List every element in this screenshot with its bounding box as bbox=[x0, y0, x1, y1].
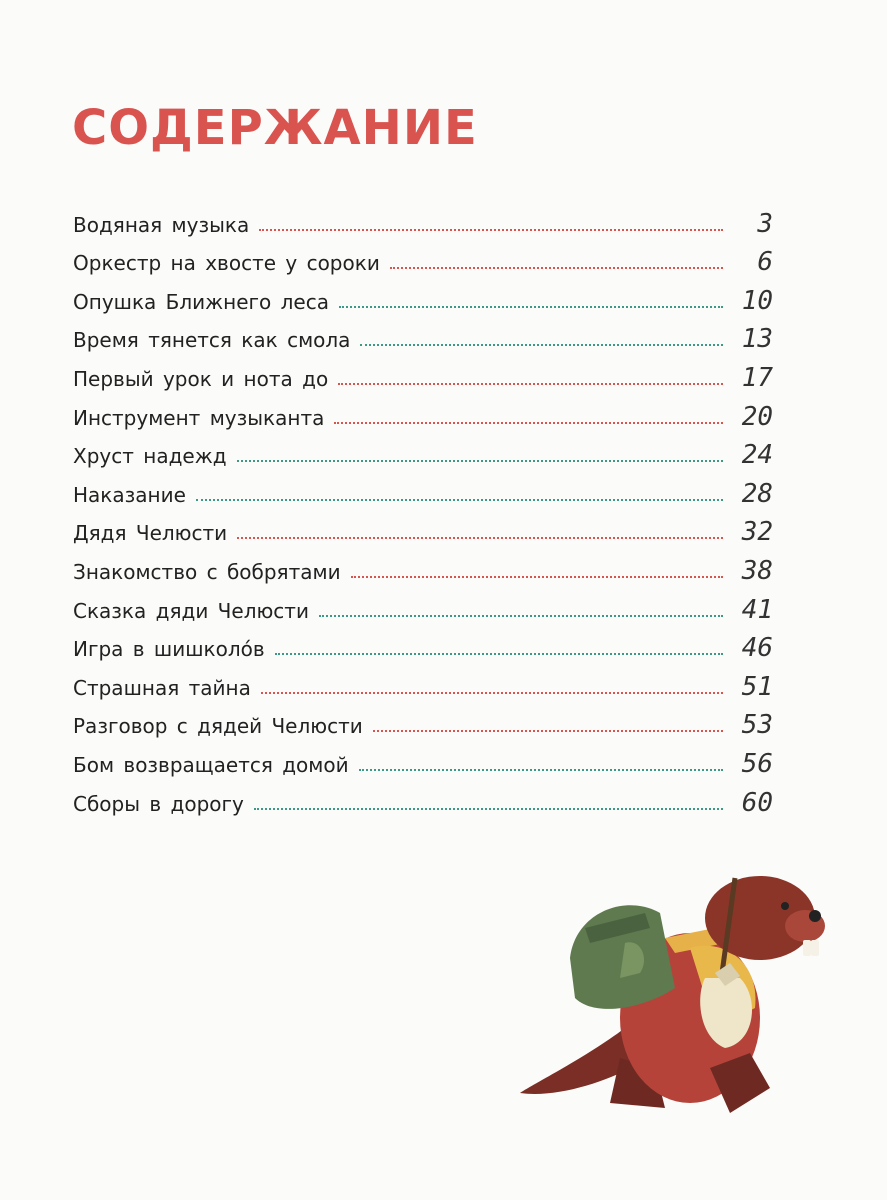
toc-entry bbox=[73, 277, 773, 316]
toc-entry-title: Водяная музыка bbox=[73, 212, 250, 237]
toc-entry-title: Страшная тайна bbox=[73, 675, 251, 700]
toc-entry bbox=[73, 316, 773, 355]
toc-entry bbox=[73, 702, 773, 741]
toc-entry-title: Сказка дяди Челюсти bbox=[73, 598, 309, 623]
toc-dot-leader bbox=[261, 692, 723, 694]
toc-entry-page-number: 38 bbox=[741, 555, 773, 586]
toc-entry-page-number: 20 bbox=[741, 401, 773, 432]
toc-entry-page-number: 41 bbox=[741, 594, 773, 625]
toc-entry bbox=[73, 200, 773, 239]
toc-entry-page-number: 3 bbox=[757, 208, 773, 239]
toc-dot-leader bbox=[254, 808, 723, 810]
toc-entry bbox=[73, 586, 773, 625]
toc-entry-page-number: 10 bbox=[741, 285, 773, 316]
toc-entry-page-number: 24 bbox=[741, 440, 773, 471]
toc-entry-page-number: 51 bbox=[741, 671, 773, 702]
toc-dot-leader bbox=[334, 422, 723, 424]
toc-entry bbox=[73, 354, 773, 393]
toc-dot-leader bbox=[338, 383, 723, 385]
beaver-illustration bbox=[515, 868, 855, 1128]
toc-entry-page-number: 13 bbox=[741, 324, 773, 355]
toc-dot-leader bbox=[275, 653, 723, 655]
toc-dot-leader bbox=[359, 769, 723, 771]
toc-entry-title: Сборы в дорогу bbox=[73, 791, 244, 816]
toc-dot-leader bbox=[237, 537, 723, 539]
toc-entry-title: Хруст надежд bbox=[73, 444, 227, 469]
toc-dot-leader bbox=[351, 576, 723, 578]
toc-entry-title: Дядя Челюсти bbox=[73, 521, 228, 546]
page-title: СОДЕРЖАНИЕ bbox=[72, 100, 478, 156]
toc-entry-title: Первый урок и нота до bbox=[73, 366, 329, 391]
toc-entry bbox=[73, 625, 773, 664]
toc-dot-leader bbox=[196, 499, 723, 501]
toc-dot-leader bbox=[390, 267, 723, 269]
toc-entry-page-number: 6 bbox=[757, 247, 773, 278]
toc-entry-title: Бом возвращается домой bbox=[73, 752, 349, 777]
toc-entry bbox=[73, 432, 773, 471]
toc-entry bbox=[73, 740, 773, 779]
toc-dot-leader bbox=[237, 460, 723, 462]
toc-entry-title: Оркестр на хвосте у сороки bbox=[73, 251, 380, 276]
toc-entry-page-number: 17 bbox=[741, 362, 773, 393]
toc-entry bbox=[73, 779, 773, 818]
toc-entry bbox=[73, 509, 773, 548]
toc-dot-leader bbox=[319, 615, 723, 617]
toc-entry-title: Инструмент музыканта bbox=[73, 405, 325, 430]
toc-entry-page-number: 53 bbox=[741, 710, 773, 741]
toc-entry bbox=[73, 547, 773, 586]
toc-entry-page-number: 46 bbox=[741, 633, 773, 664]
toc-entry-title: Опушка Ближнего леса bbox=[73, 289, 329, 314]
toc-entry bbox=[73, 393, 773, 432]
toc-entry-title: Игра в шишколо́в bbox=[73, 637, 265, 662]
toc-dot-leader bbox=[259, 229, 723, 231]
toc-entry-page-number: 56 bbox=[741, 748, 773, 779]
table-of-contents bbox=[73, 200, 773, 818]
toc-entry bbox=[73, 239, 773, 278]
toc-entry-title: Знакомство с бобрятами bbox=[73, 559, 341, 584]
toc-entry-title: Наказание bbox=[73, 482, 186, 507]
toc-entry bbox=[73, 470, 773, 509]
toc-entry-title: Время тянется как смола bbox=[73, 328, 351, 353]
toc-dot-leader bbox=[373, 730, 723, 732]
toc-entry-page-number: 28 bbox=[741, 478, 773, 509]
toc-entry-title: Разговор с дядей Челюсти bbox=[73, 714, 363, 739]
toc-entry-page-number: 32 bbox=[741, 517, 773, 548]
toc-entry-page-number: 60 bbox=[741, 787, 773, 818]
toc-dot-leader bbox=[360, 344, 723, 346]
toc-entry bbox=[73, 663, 773, 702]
toc-dot-leader bbox=[339, 306, 723, 308]
